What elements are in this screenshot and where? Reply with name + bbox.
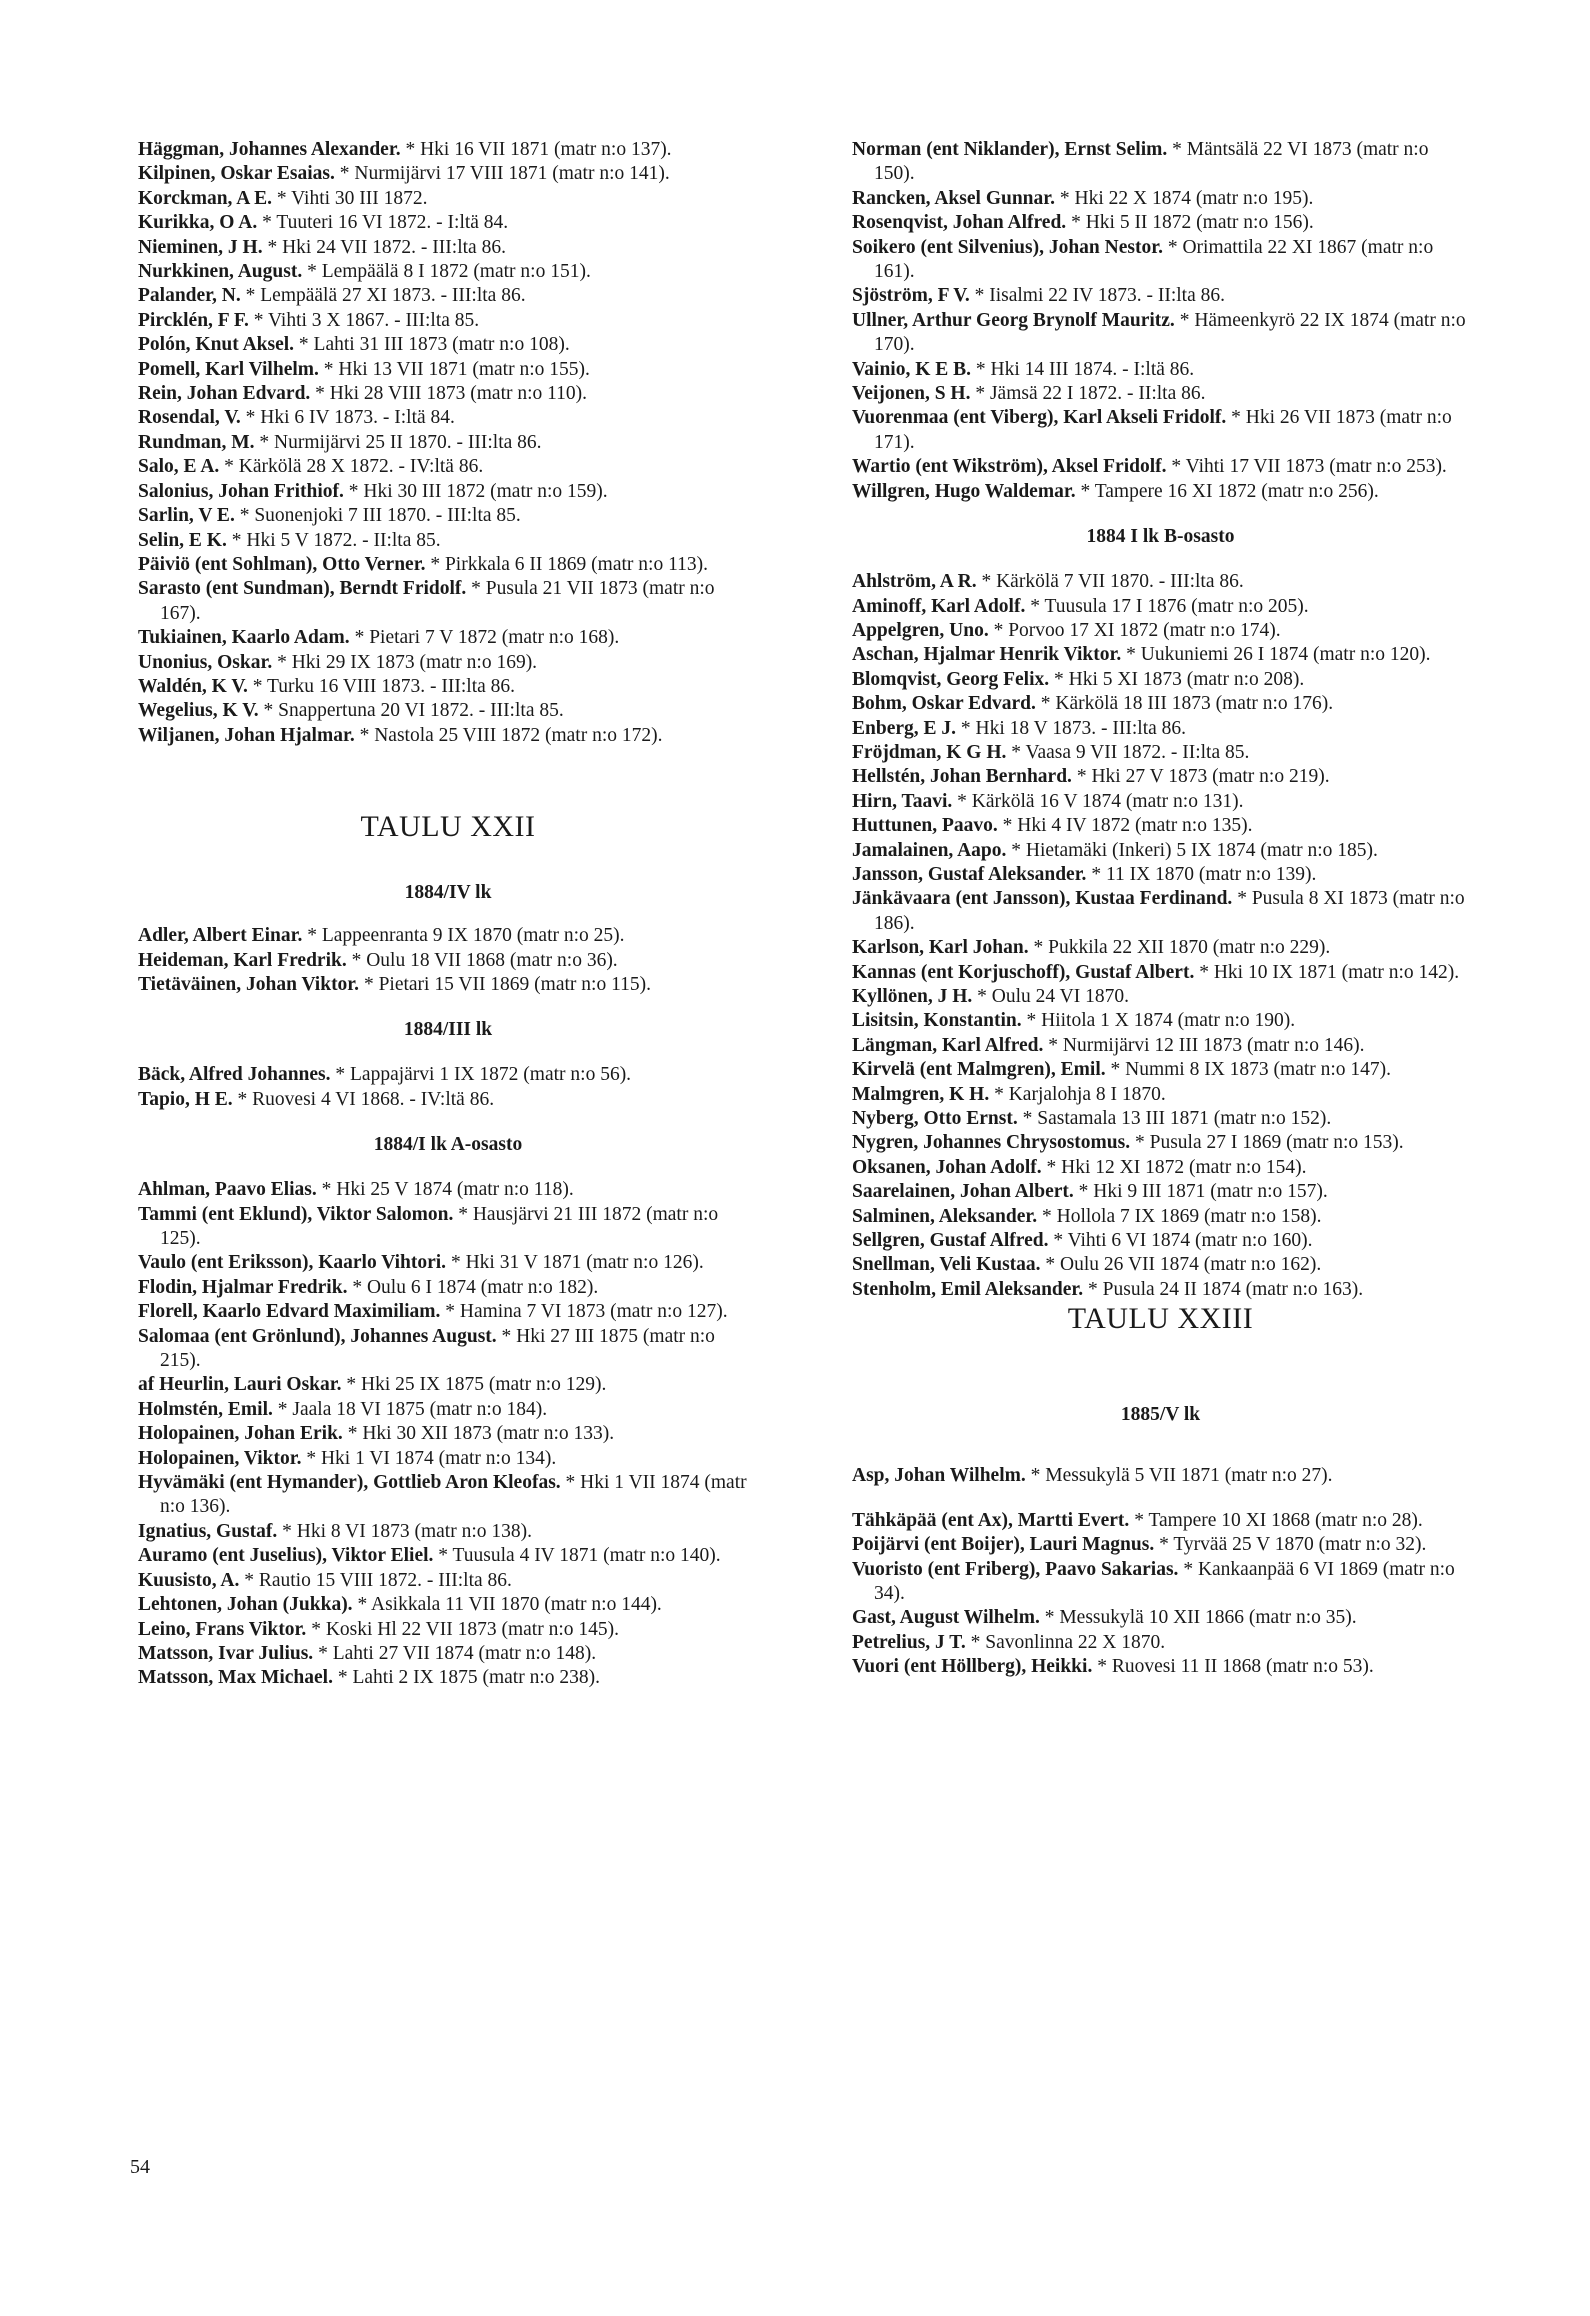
entry-name: Aschan, Hjalmar Henrik Viktor.	[852, 644, 1122, 666]
entry-details: * Hki 22 X 1874 (matr n:o 195).	[1059, 187, 1314, 209]
entry-details: * Hki 25 IX 1875 (matr n:o 129).	[346, 1374, 607, 1396]
register-entry	[852, 887, 1469, 936]
entry-details: * Asikkala 11 VII 1870 (matr n:o 144).	[357, 1594, 662, 1616]
register-entry	[852, 1205, 1469, 1229]
entry-details: * Nastola 25 VIII 1872 (matr n:o 172).	[359, 724, 663, 746]
entry-name: Ignatius, Gustaf.	[138, 1520, 278, 1542]
entry-name: Polón, Knut Aksel.	[138, 334, 295, 356]
entry-details: * Kärkölä 16 V 1874 (matr n:o 131).	[957, 790, 1244, 812]
register-entry	[138, 382, 758, 406]
entry-details: * Pietari 15 VII 1869 (matr n:o 115).	[363, 973, 651, 995]
entry-details: * Hki 26 VII 1873 (matr n:o 171).	[874, 407, 1452, 453]
entry-details: * Uukuniemi 26 I 1874 (matr n:o 120).	[1126, 644, 1431, 666]
entry-name: Tietäväinen, Johan Viktor.	[138, 973, 360, 995]
entry-name: Rosenqvist, Johan Alfred.	[852, 212, 1067, 234]
register-entry	[138, 577, 758, 626]
register-entry	[138, 1642, 758, 1666]
entry-name: Holmstén, Emil.	[138, 1398, 273, 1420]
entry-name: Ahlström, A R.	[852, 571, 977, 593]
entry-name: Auramo (ent Juselius), Viktor Eliel.	[138, 1545, 434, 1567]
entry-name: Päiviö (ent Sohlman), Otto Verner.	[138, 553, 426, 575]
register-entry	[138, 1325, 758, 1374]
register-entry	[138, 1593, 758, 1617]
entry-details: * Tuusula 4 IV 1871 (matr n:o 140).	[438, 1545, 721, 1567]
register-entry	[138, 1447, 758, 1471]
entry-details: * Vihti 6 VI 1874 (matr n:o 160).	[1053, 1230, 1313, 1252]
entry-name: Saarelainen, Johan Albert.	[852, 1181, 1074, 1203]
entry-details: * Tyrvää 25 V 1870 (matr n:o 32).	[1159, 1534, 1427, 1556]
entry-details: * Messukylä 5 VII 1871 (matr n:o 27).	[1030, 1465, 1333, 1487]
register-entry	[138, 309, 758, 333]
entry-name: Kilpinen, Oskar Esaias.	[138, 163, 335, 185]
register-entry	[852, 1631, 1469, 1655]
entry-name: Salonius, Johan Frithiof.	[138, 480, 344, 502]
register-entry	[852, 668, 1469, 692]
entry-name: Selin, E K.	[138, 529, 227, 551]
entry-details: * Kärkölä 28 X 1872. - IV:ltä 86.	[224, 456, 484, 478]
entry-details: * Nummi 8 IX 1873 (matr n:o 147).	[1110, 1059, 1392, 1081]
entry-details: * Lempäälä 27 XI 1873. - III:lta 86.	[245, 285, 526, 307]
entry-details: * Hki 30 III 1872 (matr n:o 159).	[348, 480, 608, 502]
entry-details: * Pietari 7 V 1872 (matr n:o 168).	[354, 627, 620, 649]
register-entry	[852, 309, 1469, 358]
register-entry	[852, 358, 1469, 382]
register-entry	[138, 1300, 758, 1324]
register-entry	[852, 692, 1469, 716]
entry-name: Hyvämäki (ent Hymander), Gottlieb Aron Kleofas.	[138, 1472, 561, 1494]
entry-name: Huttunen, Paavo.	[852, 815, 998, 837]
entry-details: * Hki 13 VII 1871 (matr n:o 155).	[323, 358, 590, 380]
register-entry	[852, 985, 1469, 1009]
entry-details: * Oulu 24 VI 1870.	[977, 986, 1130, 1007]
entry-name: Wartio (ent Wikström), Aksel Fridolf.	[852, 456, 1167, 478]
entry-name: Vuori (ent Höllberg), Heikki.	[852, 1656, 1093, 1678]
register-entry	[852, 1253, 1469, 1277]
page-number: 54	[130, 2156, 150, 2178]
entry-name: Asp, Johan Wilhelm.	[852, 1465, 1026, 1487]
entry-details: * Iisalmi 22 IV 1873. - II:lta 86.	[974, 285, 1226, 307]
entry-name: Karlson, Karl Johan.	[852, 937, 1029, 959]
entry-name: Oksanen, Johan Adolf.	[852, 1156, 1042, 1178]
entry-details: * 11 IX 1870 (matr n:o 139).	[1091, 863, 1317, 885]
entry-details: * Tampere 10 XI 1868 (matr n:o 28).	[1134, 1509, 1423, 1531]
entry-name: Matsson, Ivar Julius.	[138, 1642, 314, 1664]
entry-details: * Hki 14 III 1874. - I:ltä 86.	[975, 358, 1195, 380]
register-entry	[138, 1251, 758, 1275]
register-entry	[852, 643, 1469, 667]
register-entry	[138, 1471, 758, 1520]
register-entry	[852, 455, 1469, 479]
entry-name: Wegelius, K V.	[138, 700, 259, 722]
entry-name: Nieminen, J H.	[138, 236, 263, 258]
register-entry	[138, 1544, 758, 1568]
entry-details: * Hki 5 XI 1873 (matr n:o 208).	[1054, 668, 1305, 690]
entry-name: Appelgren, Uno.	[852, 619, 989, 641]
entry-name: Ahlman, Paavo Elias.	[138, 1179, 317, 1201]
register-entry	[852, 961, 1469, 985]
entry-name: Petrelius, J T.	[852, 1631, 966, 1653]
register-entry	[852, 1180, 1469, 1204]
register-entry	[138, 1398, 758, 1422]
entry-name: Bäck, Alfred Johannes.	[138, 1064, 331, 1086]
entry-details: * Pukkila 22 XII 1870 (matr n:o 229).	[1033, 937, 1331, 959]
entry-name: Tammi (ent Eklund), Viktor Salomon.	[138, 1203, 454, 1225]
entry-details: * Hki 28 VIII 1873 (matr n:o 110).	[315, 383, 588, 405]
entry-details: * Kankaanpää 6 VI 1869 (matr n:o 34).	[874, 1558, 1455, 1604]
register-entry	[138, 724, 758, 748]
entry-details: * Savonlinna 22 X 1870.	[970, 1631, 1166, 1653]
entry-name: Aminoff, Karl Adolf.	[852, 595, 1026, 617]
entry-name: Jansson, Gustaf Aleksander.	[852, 863, 1087, 885]
entry-details: * Tuusula 17 I 1876 (matr n:o 205).	[1030, 595, 1309, 617]
entry-name: Palander, N.	[138, 285, 241, 307]
class-heading: 1884/I lk A-osasto	[373, 1134, 523, 1156]
entry-name: Jänkävaara (ent Jansson), Kustaa Ferdinand.	[852, 888, 1233, 910]
register-entry	[138, 1203, 758, 1252]
entry-name: Kyllönen, J H.	[852, 986, 973, 1007]
entry-details: * Hki 12 XI 1872 (matr n:o 154).	[1046, 1156, 1307, 1178]
entry-details: * Ruovesi 11 II 1868 (matr n:o 53).	[1097, 1656, 1374, 1678]
register-entry	[852, 1229, 1469, 1253]
register-entry	[138, 1520, 758, 1544]
register-entry	[138, 480, 758, 504]
entry-details: * Hietamäki (Inkeri) 5 IX 1874 (matr n:o 185).	[1011, 839, 1378, 861]
register-entry	[138, 1666, 758, 1690]
entry-name: Veijonen, S H.	[852, 383, 971, 405]
entry-name: Willgren, Hugo Waldemar.	[852, 480, 1076, 502]
entry-name: Tukiainen, Kaarlo Adam.	[138, 627, 350, 649]
register-entry	[852, 1606, 1469, 1630]
register-entry	[852, 619, 1469, 643]
entry-name: Tapio, H E.	[138, 1088, 233, 1110]
register-entry	[138, 162, 758, 186]
register-entry	[138, 973, 758, 997]
entry-details: * Hki 16 VII 1871 (matr n:o 137).	[405, 139, 672, 160]
entry-details: * Vihti 30 III 1872.	[276, 187, 428, 209]
entry-name: Pomell, Karl Vilhelm.	[138, 358, 319, 380]
entry-name: Lisitsin, Konstantin.	[852, 1010, 1022, 1032]
register-entry	[138, 1569, 758, 1593]
entry-details: * Oulu 18 VII 1868 (matr n:o 36).	[351, 949, 618, 971]
entry-details: * Hki 5 V 1872. - II:lta 85.	[231, 529, 441, 551]
left-column	[138, 138, 758, 1691]
register-entry	[138, 626, 758, 650]
entry-details: * Nurmijärvi 25 II 1870. - III:lta 86.	[259, 431, 542, 453]
entry-name: Rein, Johan Edvard.	[138, 383, 311, 405]
entry-name: Vainio, K E B.	[852, 358, 972, 380]
entry-name: Holopainen, Johan Erik.	[138, 1423, 343, 1445]
entry-details: * Hki 9 III 1871 (matr n:o 157).	[1078, 1181, 1328, 1203]
entry-details: * Lahti 27 VII 1874 (matr n:o 148).	[318, 1642, 597, 1664]
entry-name: Salomaa (ent Grönlund), Johannes August.	[138, 1325, 497, 1347]
entry-name: Vaulo (ent Eriksson), Kaarlo Vihtori.	[138, 1252, 447, 1274]
entry-name: Enberg, E J.	[852, 717, 957, 739]
entry-name: af Heurlin, Lauri Oskar.	[138, 1374, 342, 1396]
entry-details: * Tuuteri 16 VI 1872. - I:ltä 84.	[262, 212, 509, 234]
entry-name: Ullner, Arthur Georg Brynolf Mauritz.	[852, 309, 1175, 331]
register-entry	[138, 333, 758, 357]
register-entry	[138, 699, 758, 723]
register-entry	[852, 187, 1469, 211]
entry-details: * Tampere 16 XI 1872 (matr n:o 256).	[1080, 480, 1379, 502]
entry-name: Fröjdman, K G H.	[852, 741, 1007, 763]
entry-name: Nurkkinen, August.	[138, 261, 303, 283]
entry-name: Holopainen, Viktor.	[138, 1447, 302, 1469]
entry-name: Vuoristo (ent Friberg), Paavo Sakarias.	[852, 1558, 1179, 1580]
register-entry	[852, 1558, 1469, 1607]
entry-details: * Rautio 15 VIII 1872. - III:lta 86.	[244, 1569, 512, 1591]
register-entry	[852, 1156, 1469, 1180]
register-entry	[852, 717, 1469, 741]
entry-details: * Hki 1 VI 1874 (matr n:o 134).	[306, 1447, 557, 1469]
entry-name: Rosendal, V.	[138, 407, 241, 429]
entry-details: * Hki 8 VI 1873 (matr n:o 138).	[282, 1520, 532, 1542]
register-entry	[138, 406, 758, 430]
entry-details: * Snappertuna 20 VI 1872. - III:lta 85.	[263, 700, 564, 722]
entry-name: Unonius, Oskar.	[138, 651, 273, 673]
entry-details: * Hämeenkyrö 22 IX 1874 (matr n:o 170).	[874, 309, 1466, 356]
register-entry	[852, 863, 1469, 887]
register-entry	[138, 651, 758, 675]
entry-details: * Sastamala 13 III 1871 (matr n:o 152).	[1022, 1108, 1332, 1130]
class-heading: 1884/III lk	[403, 1019, 493, 1041]
entry-details: * Hki 30 XII 1873 (matr n:o 133).	[347, 1423, 615, 1445]
entry-name: Heideman, Karl Fredrik.	[138, 949, 347, 971]
register-entry	[852, 1083, 1469, 1107]
register-entry	[138, 529, 758, 553]
entry-details: * Lahti 2 IX 1875 (matr n:o 238).	[337, 1667, 600, 1689]
class-heading: 1884/IV lk	[404, 882, 492, 904]
register-entry	[138, 1373, 758, 1397]
entry-name: Lehtonen, Johan (Jukka).	[138, 1594, 353, 1616]
register-entry	[138, 1178, 758, 1202]
entry-details: * Ruovesi 4 VI 1868. - IV:ltä 86.	[237, 1088, 495, 1110]
register-entry	[852, 1509, 1469, 1533]
entry-name: Kirvelä (ent Malmgren), Emil.	[852, 1059, 1106, 1081]
entry-details: * Pirkkala 6 II 1869 (matr n:o 113).	[430, 553, 708, 575]
register-entry	[138, 675, 758, 699]
entry-details: * Mäntsälä 22 VI 1873 (matr n:o 150).	[874, 139, 1429, 185]
entry-details: * Pusula 24 II 1874 (matr n:o 163).	[1088, 1278, 1364, 1300]
entry-details: * Hollola 7 IX 1869 (matr n:o 158).	[1042, 1205, 1322, 1227]
register-entry	[852, 382, 1469, 406]
entry-details: * Pusula 21 VII 1873 (matr n:o 167).	[160, 578, 715, 624]
entry-name: Kurikka, O A.	[138, 212, 258, 234]
entry-details: * Koski Hl 22 VII 1873 (matr n:o 145).	[311, 1618, 620, 1640]
entry-details: * Hki 27 V 1873 (matr n:o 219).	[1076, 766, 1330, 788]
entry-name: Sarlin, V E.	[138, 505, 235, 527]
register-entry	[138, 1063, 758, 1087]
entry-details: * Orimattila 22 XI 1867 (matr n:o 161).	[874, 236, 1434, 283]
entry-details: * Oulu 26 VII 1874 (matr n:o 162).	[1045, 1254, 1322, 1276]
entry-details: * Kärkölä 7 VII 1870. - III:lta 86.	[981, 571, 1244, 593]
register-entry	[138, 236, 758, 260]
entry-name: Poijärvi (ent Boijer), Lauri Magnus.	[852, 1534, 1155, 1556]
entry-details: * Hki 31 V 1871 (matr n:o 126).	[450, 1252, 704, 1274]
entry-details: * Nurmijärvi 17 VIII 1871 (matr n:o 141).	[339, 163, 670, 185]
register-entry	[852, 1533, 1469, 1557]
entry-details: * Vihti 17 VII 1873 (matr n:o 253).	[1171, 456, 1447, 478]
entry-name: Hellstén, Johan Bernhard.	[852, 766, 1072, 788]
entry-details: * Jaala 18 VI 1875 (matr n:o 184).	[277, 1398, 548, 1420]
register-entry	[852, 406, 1469, 455]
entry-name: Snellman, Veli Kustaa.	[852, 1254, 1041, 1276]
register-entry	[852, 765, 1469, 789]
register-entry	[852, 236, 1469, 285]
register-entry	[138, 138, 758, 162]
class-heading: 1885/V lk	[1120, 1404, 1201, 1426]
table-title: TAULU XXIII	[1067, 1302, 1254, 1336]
entry-name: Malmgren, K H.	[852, 1083, 990, 1105]
entry-details: * Hamina 7 VI 1873 (matr n:o 127).	[445, 1301, 728, 1323]
entry-name: Salminen, Aleksander.	[852, 1205, 1038, 1227]
entry-name: Blomqvist, Georg Felix.	[852, 668, 1050, 690]
entry-details: * Porvoo 17 XI 1872 (matr n:o 174).	[993, 619, 1281, 641]
entry-name: Florell, Kaarlo Edvard Maximiliam.	[138, 1301, 441, 1323]
entry-details: * Kärkölä 18 III 1873 (matr n:o 176).	[1040, 693, 1334, 715]
entry-name: Matsson, Max Michael.	[138, 1667, 333, 1689]
entry-name: Norman (ent Niklander), Ernst Selim.	[852, 139, 1168, 160]
entry-details: * Lahti 31 III 1873 (matr n:o 108).	[298, 334, 570, 356]
entry-name: Rancken, Aksel Gunnar.	[852, 187, 1056, 209]
register-entry	[138, 211, 758, 235]
register-entry	[852, 1058, 1469, 1082]
register-entry	[852, 1131, 1469, 1155]
register-entry	[852, 1107, 1469, 1131]
register-entry	[852, 839, 1469, 863]
entry-name: Stenholm, Emil Aleksander.	[852, 1278, 1084, 1300]
entry-details: * Lempäälä 8 I 1872 (matr n:o 151).	[307, 261, 591, 283]
entry-details: * Hki 29 IX 1873 (matr n:o 169).	[277, 651, 538, 673]
register-entry	[852, 790, 1469, 814]
entry-name: Waldén, K V.	[138, 675, 248, 697]
register-entry	[138, 949, 758, 973]
entry-details: * Turku 16 VIII 1873. - III:lta 86.	[252, 675, 516, 697]
register-entry	[852, 1655, 1469, 1679]
entry-details: * Hausjärvi 21 III 1872 (matr n:o 125).	[160, 1203, 719, 1249]
register-entry	[138, 260, 758, 284]
entry-details: * Pusula 8 XI 1873 (matr n:o 186).	[874, 888, 1465, 934]
entry-details: * Hki 24 VII 1872. - III:lta 86.	[267, 236, 506, 258]
entry-name: Flodin, Hjalmar Fredrik.	[138, 1276, 348, 1298]
register-entry	[852, 1464, 1469, 1488]
entry-details: * Hki 5 II 1872 (matr n:o 156).	[1071, 212, 1314, 234]
register-entry	[852, 138, 1469, 187]
entry-name: Längman, Karl Alfred.	[852, 1034, 1044, 1056]
register-entry	[852, 284, 1469, 308]
entry-name: Leino, Frans Viktor.	[138, 1618, 307, 1640]
entry-details: * Jämsä 22 I 1872. - II:lta 86.	[975, 383, 1206, 405]
entry-name: Sarasto (ent Sundman), Berndt Fridolf.	[138, 578, 467, 600]
entry-details: * Hki 18 V 1873. - III:lta 86.	[960, 717, 1187, 739]
entry-name: Nyberg, Otto Ernst.	[852, 1108, 1018, 1130]
entry-name: Rundman, M.	[138, 431, 255, 453]
register-entry	[138, 504, 758, 528]
register-entry	[138, 1088, 758, 1112]
entry-details: * Oulu 6 I 1874 (matr n:o 182).	[352, 1276, 599, 1298]
entry-details: * Hki 1 VII 1874 (matr n:o 136).	[160, 1472, 747, 1518]
table-title: TAULU XXII	[360, 810, 536, 844]
entry-details: * Hki 10 IX 1871 (matr n:o 142).	[1199, 961, 1460, 983]
entry-details: * Suonenjoki 7 III 1870. - III:lta 85.	[239, 505, 521, 527]
entry-name: Häggman, Johannes Alexander.	[138, 139, 401, 160]
entry-details: * Vihti 3 X 1867. - III:lta 85.	[253, 309, 480, 331]
register-entry	[852, 741, 1469, 765]
entry-name: Adler, Albert Einar.	[138, 925, 303, 947]
entry-name: Kannas (ent Korjuschoff), Gustaf Albert.	[852, 961, 1195, 983]
entry-details: * Hki 4 IV 1872 (matr n:o 135).	[1002, 815, 1253, 837]
entry-name: Bohm, Oskar Edvard.	[852, 693, 1036, 715]
register-entry	[138, 924, 758, 948]
entry-details: * Pusula 27 I 1869 (matr n:o 153).	[1134, 1132, 1404, 1154]
entry-name: Sellgren, Gustaf Alfred.	[852, 1230, 1049, 1252]
entry-name: Vuorenmaa (ent Viberg), Karl Akseli Fridolf.	[852, 407, 1227, 429]
register-entry	[138, 358, 758, 382]
entry-details: * Karjalohja 8 I 1870.	[994, 1083, 1166, 1105]
register-entry	[852, 480, 1469, 504]
entry-details: * Hki 6 IV 1873. - I:ltä 84.	[245, 407, 455, 429]
register-entry	[852, 1034, 1469, 1058]
entry-name: Jamalainen, Aapo.	[852, 839, 1007, 861]
register-entry	[138, 1276, 758, 1300]
entry-details: * Hki 27 III 1875 (matr n:o 215).	[160, 1325, 715, 1372]
register-entry	[138, 553, 758, 577]
entry-details: * Messukylä 10 XII 1866 (matr n:o 35).	[1044, 1607, 1357, 1629]
entry-details: * Nurmijärvi 12 III 1873 (matr n:o 146).	[1048, 1034, 1365, 1056]
entry-name: Sjöström, F V.	[852, 285, 970, 307]
entry-details: * Hiitola 1 X 1874 (matr n:o 190).	[1026, 1010, 1296, 1032]
register-entry	[138, 1422, 758, 1446]
entry-details: * Vaasa 9 VII 1872. - II:lta 85.	[1011, 741, 1250, 763]
entry-name: Hirn, Taavi.	[852, 790, 953, 812]
register-entry	[138, 431, 758, 455]
register-entry	[852, 570, 1469, 594]
register-entry	[138, 187, 758, 211]
entry-details: * Lappajärvi 1 IX 1872 (matr n:o 56).	[335, 1064, 632, 1086]
register-entry	[138, 284, 758, 308]
right-column	[852, 138, 1469, 1680]
register-entry	[138, 1618, 758, 1642]
entry-name: Nygren, Johannes Chrysostomus.	[852, 1132, 1131, 1154]
register-entry	[138, 455, 758, 479]
entry-name: Tähkäpää (ent Ax), Martti Evert.	[852, 1509, 1130, 1531]
entry-name: Salo, E A.	[138, 456, 220, 478]
register-entry	[852, 595, 1469, 619]
entry-details: * Hki 25 V 1874 (matr n:o 118).	[321, 1179, 574, 1201]
entry-name: Gast, August Wilhelm.	[852, 1607, 1040, 1629]
entry-name: Kuusisto, A.	[138, 1569, 240, 1591]
register-entry	[852, 211, 1469, 235]
register-entry	[852, 1009, 1469, 1033]
entry-name: Korckman, A E.	[138, 187, 272, 209]
class-heading: 1884 I lk B-osasto	[1086, 526, 1235, 548]
entry-name: Wiljanen, Johan Hjalmar.	[138, 724, 355, 746]
entry-name: Pircklén, F F.	[138, 309, 249, 331]
register-entry	[852, 814, 1469, 838]
register-entry	[852, 1278, 1469, 1302]
entry-name: Soikero (ent Silvenius), Johan Nestor.	[852, 236, 1163, 258]
entry-details: * Lappeenranta 9 IX 1870 (matr n:o 25).	[307, 925, 625, 947]
register-entry	[852, 936, 1469, 960]
